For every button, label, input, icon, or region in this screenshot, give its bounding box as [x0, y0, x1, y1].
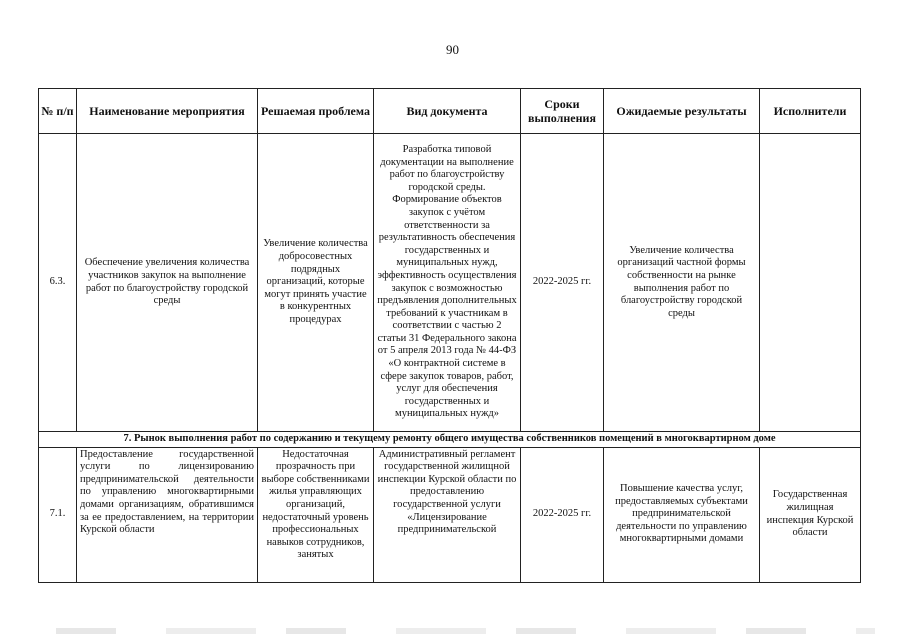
header-exec: Исполнители — [760, 89, 861, 134]
row-name-text: Предоставление государственной услуги по лицензированию предпринимательской деятельности по управлению многоквартирными домами организациям, обратившимся за ее предоставлением, на территории Курской области — [80, 448, 254, 536]
row-doc: Разработка типовой документации на выполнение работ по благоустройству городской среды. Формирование объектов закупок с учётом ответственности за результативность обеспечения государственных и муниципальных нужд, эффективность осуществления закупок с возможностью предъявления дополнительных требований к участникам в соответствии с частью 2 статьи 31 Федерального закона от 5 апреля 2013 года № 44-ФЗ «О контрактной системе в сфере закупок товаров, работ, услуг для обеспечения государственных и муниципальных нужд» — [374, 134, 521, 432]
header-num: № п/п — [39, 89, 77, 134]
row-result: Увеличение количества организаций частной формы собственности на рынке выполнения работ по благоустройству городской среды — [604, 134, 760, 432]
row-result: Повышение качества услуг, предоставляемых субъектами предпринимательской деятельности по управлению многоквартирными домами — [604, 447, 760, 582]
row-doc — [374, 447, 521, 582]
header-doc: Вид документа — [374, 89, 521, 134]
header-result: Ожидаемые результаты — [604, 89, 760, 134]
header-name: Наименование мероприятия — [77, 89, 258, 134]
row-problem — [258, 447, 374, 582]
row-num: 7.1. — [39, 447, 77, 582]
header-row — [39, 89, 861, 134]
row-problem: Увеличение количества добросовестных подрядных организаций, которые могут принять участие в конкурентных процедурах — [258, 134, 374, 432]
header-problem: Решаемая проблема — [258, 89, 374, 134]
section-row-7 — [39, 432, 861, 448]
row-term: 2022-2025 гг. — [521, 134, 604, 432]
row-exec — [760, 134, 861, 432]
header-term: Сроки выполнения — [521, 89, 604, 134]
row-num: 6.3. — [39, 134, 77, 432]
row-problem-text: Недостаточная прозрачность при выборе собственниками жилья управляющих организаций, недостаточный уровень профессиональных навыков сотрудников, занятых — [261, 448, 370, 561]
table-row-7-1 — [39, 447, 861, 582]
section-title: 7. Рынок выполнения работ по содержанию и текущему ремонту общего имущества собственников помещений в многоквартирном доме — [39, 432, 861, 448]
row-term: 2022-2025 гг. — [521, 447, 604, 582]
measures-table — [38, 88, 861, 583]
row-doc-text: Административный регламент государственной жилищной инспекции Курской области по предоставлению государственной услуги «Лицензирование предпринимательской — [377, 448, 517, 536]
row-name: Обеспечение увеличения количества участников закупок на выполнение работ по благоустройству городской среды — [77, 134, 258, 432]
table-row-6-3 — [39, 134, 861, 432]
row-name — [77, 447, 258, 582]
scan-artifact — [56, 628, 875, 634]
page-number: 90 — [446, 42, 459, 57]
row-exec: Государственная жилищная инспекция Курской области — [760, 447, 861, 582]
